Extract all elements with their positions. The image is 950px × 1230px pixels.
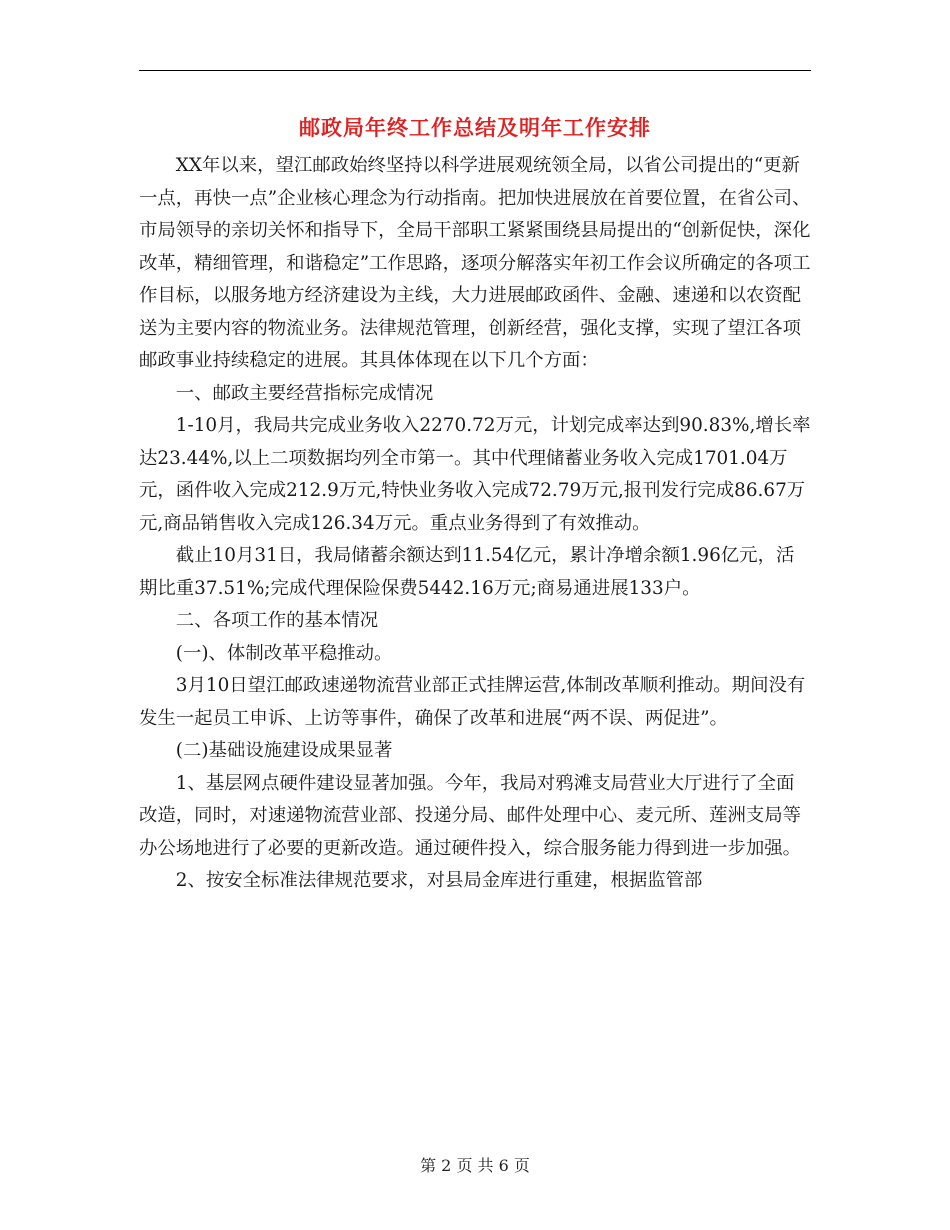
section-heading-1: 一、邮政主要经营指标完成情况 xyxy=(175,382,434,404)
header-rule xyxy=(139,70,811,71)
paragraph-revenue: 1-10月，我局共完成业务收入2270.72万元，计划完成率达到90.83%,增长率达23.44%,以上二项数据均列全市第一。其中代理储蓄业务收入完成1701.04万元，函件收入完成212.9万元,特快业务收入完成72.79万元,报刊发行完成86.67万元,商品销售收入完成126.34万元。重点业务得到了有效推动。 xyxy=(139,415,811,534)
section-heading-2: 二、各项工作的基本情况 xyxy=(175,610,379,631)
page-number-footer: 第 2 页 共 6 页 xyxy=(420,1156,530,1175)
paragraph-reform: 3月10日望江邮政速递物流营业部正式挂牌运营,体制改革顺利推动。期间没有发生一起员工申诉、上访等事件，确保了改革和进展“两不误、两促进”。 xyxy=(139,675,806,729)
subsection-heading-2: (二)基础设施建设成果显著 xyxy=(175,740,393,761)
document-body xyxy=(139,150,811,898)
paragraph-infrastructure-1: 1、基层网点硬件建设显著加强。今年，我局对鸦滩支局营业大厅进行了全面改造，同时，对速递物流营业部、投递分局、邮件处理中心、麦元所、莲洲支局等办公场地进行了必要的更新改造。通过硬件投入，综合服务能力得到进一步加强。 xyxy=(139,772,802,859)
subsection-heading-1: (一)、体制改革平稳推动。 xyxy=(175,642,393,664)
paragraph-infrastructure-2: 2、按安全标准法律规范要求，对县局金库进行重建，根据监管部 xyxy=(175,870,703,891)
paragraph-intro: XX年以来，望江邮政始终坚持以科学进展观统领全局，以省公司提出的“更新一点，再快一点”企业核心理念为行动指南。把加快进展放在首要位置，在省公司、市局领导的亲切关怀和指导下，全局干部职工紧紧围绕县局提出的“创新促快，深化改革，精细管理，和谐稳定”工作思路，逐项分解落实年初工作会议所确定的各项工作目标，以服务地方经济建设为主线，大力进展邮政函件、金融、速递和以农资配送为主要内容的物流业务。法律规范管理，创新经营，强化支撑，实现了望江各项邮政事业持续稳定的进展。其具体体现在以下几个方面： xyxy=(139,155,811,371)
document-title: 邮政局年终工作总结及明年工作安排 xyxy=(299,115,651,140)
paragraph-savings: 截止10月31日，我局储蓄余额达到11.54亿元，累计净增余额1.96亿元，活期比重37.51%;完成代理保险保费5442.16万元;商易通进展133户。 xyxy=(139,545,795,599)
